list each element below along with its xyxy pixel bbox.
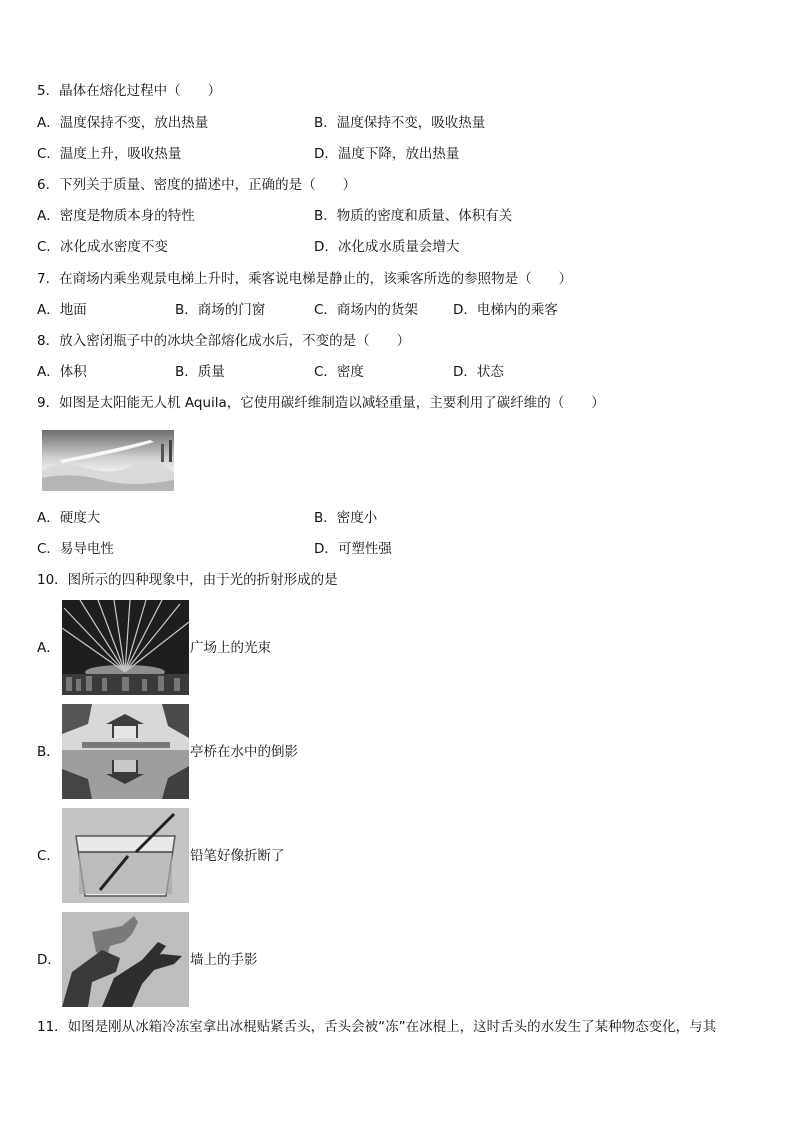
question-5-option-a: A．温度保持不变，放出热量 xyxy=(37,115,209,131)
bent-pencil-image xyxy=(62,808,189,903)
question-8-option-d: D．状态 xyxy=(453,364,504,380)
question-9-option-c: C．易导电性 xyxy=(37,541,114,557)
question-10-option-b-caption: 亭桥在水中的倒影 xyxy=(190,744,298,760)
question-7-option-a: A．地面 xyxy=(37,302,87,318)
question-10-option-b-letter: B． xyxy=(37,744,60,760)
question-5-stem: 5．晶体在熔化过程中（ ） xyxy=(37,83,222,99)
question-10-option-d-letter: D． xyxy=(37,952,61,968)
question-7-stem: 7．在商场内乘坐观景电梯上升时，乘客说电梯是静止的，该乘客所选的参照物是（ ） xyxy=(37,271,573,287)
question-5-option-c: C．温度上升，吸收热量 xyxy=(37,146,182,162)
pavilion-reflection-image xyxy=(62,704,189,799)
question-7-option-b: B．商场的门窗 xyxy=(175,302,266,318)
question-10-option-a-letter: A． xyxy=(37,640,60,656)
drone-aquila-image xyxy=(42,430,174,491)
question-9-stem: 9．如图是太阳能无人机 Aquila，它使用碳纤维制造以减轻重量，主要利用了碳纤维的（ ） xyxy=(37,395,605,411)
question-10-stem: 10．图所示的四种现象中，由于光的折射形成的是 xyxy=(37,572,338,588)
question-7-option-d: D．电梯内的乘客 xyxy=(453,302,558,318)
question-7-option-c: C．商场内的货架 xyxy=(314,302,418,318)
question-11-stem: 11．如图是刚从冰箱冷冻室拿出冰棍贴紧舌头，舌头会被“冻”在冰棍上，这时舌头的水发生了某种物态变化，与其 xyxy=(37,1019,717,1035)
question-8-option-b: B．质量 xyxy=(175,364,225,380)
question-6-stem: 6．下列关于质量、密度的描述中，正确的是（ ） xyxy=(37,177,357,193)
question-10-option-c-letter: C． xyxy=(37,848,60,864)
question-6-option-c: C．冰化成水密度不变 xyxy=(37,239,168,255)
question-9-option-d: D．可塑性强 xyxy=(314,541,392,557)
hand-shadow-image xyxy=(62,912,189,1007)
light-beams-image xyxy=(62,600,189,695)
question-9-option-b: B．密度小 xyxy=(314,510,378,526)
question-8-stem: 8．放入密闭瓶子中的冰块全部熔化成水后，不变的是（ ） xyxy=(37,333,411,349)
question-8-option-c: C．密度 xyxy=(314,364,364,380)
question-5-option-b: B．温度保持不变，吸收热量 xyxy=(314,115,486,131)
question-6-option-d: D．冰化成水质量会增大 xyxy=(314,239,460,255)
question-5-option-d: D．温度下降，放出热量 xyxy=(314,146,460,162)
question-6-option-a: A．密度是物质本身的特性 xyxy=(37,208,195,224)
question-10-option-d-caption: 墙上的手影 xyxy=(190,952,258,968)
question-8-option-a: A．体积 xyxy=(37,364,87,380)
question-6-option-b: B．物质的密度和质量、体积有关 xyxy=(314,208,513,224)
question-9-option-a: A．硬度大 xyxy=(37,510,101,526)
question-10-option-a-caption: 广场上的光束 xyxy=(190,640,271,656)
question-10-option-c-caption: 铅笔好像折断了 xyxy=(190,848,285,864)
